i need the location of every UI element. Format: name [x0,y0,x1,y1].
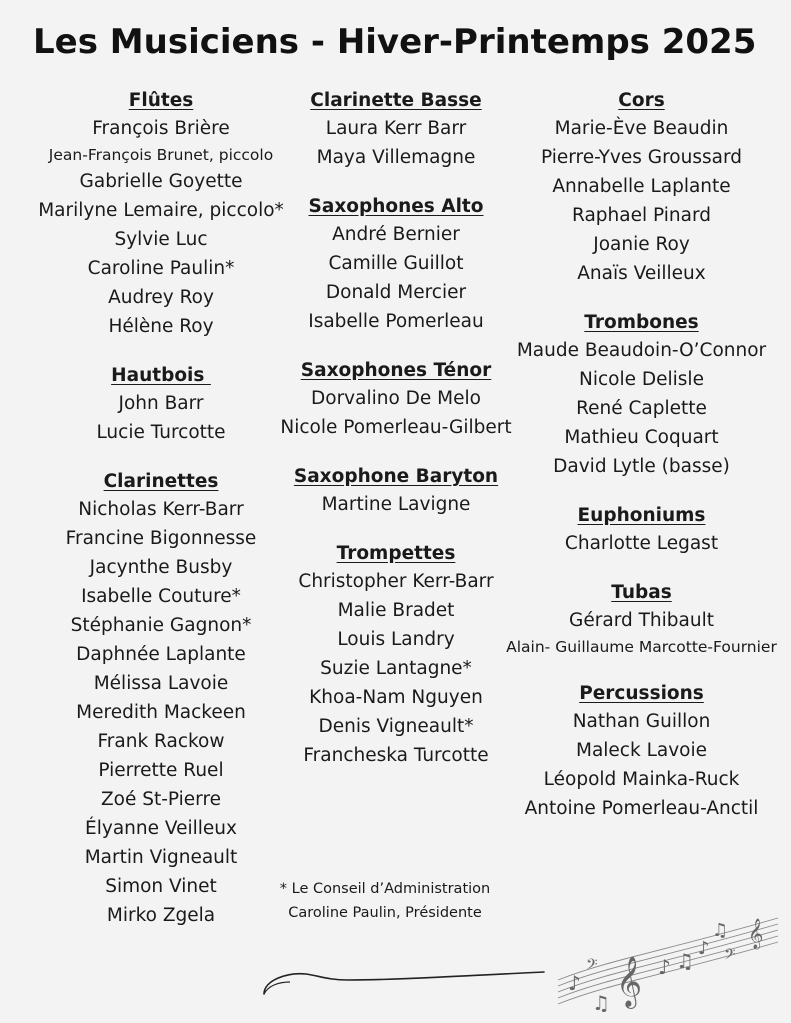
member-name: Jacynthe Busby [89,557,233,578]
member-name: John Barr [118,393,204,414]
member-name: Raphael Pinard [572,205,711,226]
swirl-flourish [258,962,548,1002]
member-name: Anaïs Veilleux [577,263,706,284]
member-name: Nicole Pomerleau-Gilbert [280,417,512,438]
svg-text:𝄞: 𝄞 [616,956,643,1007]
section-saxophones-tenor [270,358,522,442]
member-name: Maude Beaudoin-O’Connor [516,340,767,361]
member-name: Louis Landry [337,629,455,650]
member-name: Maleck Lavoie [575,740,708,761]
member-name: Pierre-Yves Groussard [541,147,742,168]
member-name: Isabelle Couture* [81,586,241,607]
member-name: Maya Villemagne [316,147,476,168]
member-name: Léopold Mainka-Ruck [543,769,740,790]
member-name: Marilyne Lemaire, piccolo* [38,200,284,221]
section-title: Euphoniums [577,505,706,526]
section-title: Trombones [584,312,699,333]
member-name: Annabelle Laplante [552,176,731,197]
member-name: Mathieu Coquart [564,427,719,448]
section-title: Clarinettes [103,471,219,492]
footnote [262,877,508,925]
svg-text:♫: ♫ [676,949,694,973]
member-name: Gérard Thibault [569,610,714,631]
svg-text:𝄢: 𝄢 [724,946,736,967]
member-name: Nicole Delisle [579,369,704,390]
section-title: Saxophones Ténor [300,360,492,381]
member-name: Dorvalino De Melo [311,388,481,409]
member-name: Suzie Lantagne* [320,658,472,679]
section-cors [492,88,791,288]
section-title: Clarinette Basse [310,90,482,111]
member-name: Denis Vigneault* [318,716,474,737]
column-3 [492,88,791,845]
svg-text:♫: ♫ [592,991,610,1015]
member-name: Alain- Guillaume Marcotte-Fournier [506,638,777,656]
member-name: Malie Bradet [337,600,455,621]
section-title: Saxophone Baryton [293,466,499,487]
member-name: Khoa-Nam Nguyen [309,687,483,708]
member-name: Marie-Ève Beaudin [554,118,729,139]
member-name: Francine Bigonnesse [65,528,257,549]
member-name: Daphnée Laplante [76,644,246,665]
section-title: Saxophones Alto [308,196,484,217]
member-name: Laura Kerr Barr [325,118,467,139]
page-title: Les Musiciens - Hiver-Printemps 2025 [33,22,757,62]
member-name: Sylvie Luc [114,229,208,250]
member-name: Mélissa Lavoie [93,673,229,694]
member-name: Francheska Turcotte [303,745,489,766]
section-title: Flûtes [128,90,194,111]
member-name: François Brière [92,118,230,139]
member-name: Nathan Guillon [572,711,711,732]
section-title: Hautbois [111,365,211,386]
member-name: Élyanne Veilleux [85,818,237,839]
member-name: Meredith Mackeen [76,702,246,723]
member-name: Nicholas Kerr-Barr [78,499,244,520]
section-clarinette-basse [270,88,522,172]
svg-text:♪: ♪ [658,955,671,979]
footnote-board: * Le Conseil d’Administration [279,881,491,897]
svg-text:♫: ♫ [712,920,729,941]
section-saxophone-baryton [270,464,522,519]
member-name: Charlotte Legast [564,533,719,554]
member-name: Mirko Zgela [106,905,216,926]
music-notes-icon [548,910,788,1020]
footnote-president: Caroline Paulin, Présidente [288,905,482,921]
member-name: Audrey Roy [108,287,214,308]
svg-text:♪: ♪ [698,938,710,959]
svg-text:♪: ♪ [568,971,581,995]
section-percussions [492,681,791,823]
member-name: David Lytle (basse) [553,456,730,477]
member-name: René Caplette [576,398,707,419]
section-trompettes [270,541,522,770]
section-euphoniums [492,503,791,558]
svg-text:𝄞: 𝄞 [748,919,764,949]
member-name: Antoine Pomerleau-Anctil [524,798,759,819]
member-name: Caroline Paulin* [87,258,235,279]
member-name: Zoé St-Pierre [100,789,222,810]
section-title: Cors [618,90,665,111]
svg-text:𝄢: 𝄢 [586,956,598,977]
member-name: Gabrielle Goyette [79,171,243,192]
section-title: Tubas [611,582,672,603]
member-name: Martin Vigneault [84,847,238,868]
section-title: Percussions [579,683,704,704]
section-title: Trompettes [336,543,456,564]
member-name: Camille Guillot [328,253,464,274]
member-name: Isabelle Pomerleau [308,311,484,332]
section-saxophones-alto [270,194,522,336]
member-name: Stéphanie Gagnon* [70,615,252,636]
member-name: André Bernier [332,224,460,245]
member-name: Jean-François Brunet, piccolo [48,146,274,164]
member-name: Pierrette Ruel [98,760,224,781]
column-2 [270,88,522,792]
member-name: Lucie Turcotte [96,422,226,443]
member-name: Frank Rackow [97,731,225,752]
section-trombones [492,310,791,481]
section-tubas [492,580,791,659]
member-name: Martine Lavigne [321,494,471,515]
member-name: Christopher Kerr-Barr [298,571,494,592]
member-name: Simon Vinet [105,876,217,897]
member-name: Hélène Roy [108,316,214,337]
member-name: Donald Mercier [325,282,467,303]
member-name: Joanie Roy [593,234,690,255]
